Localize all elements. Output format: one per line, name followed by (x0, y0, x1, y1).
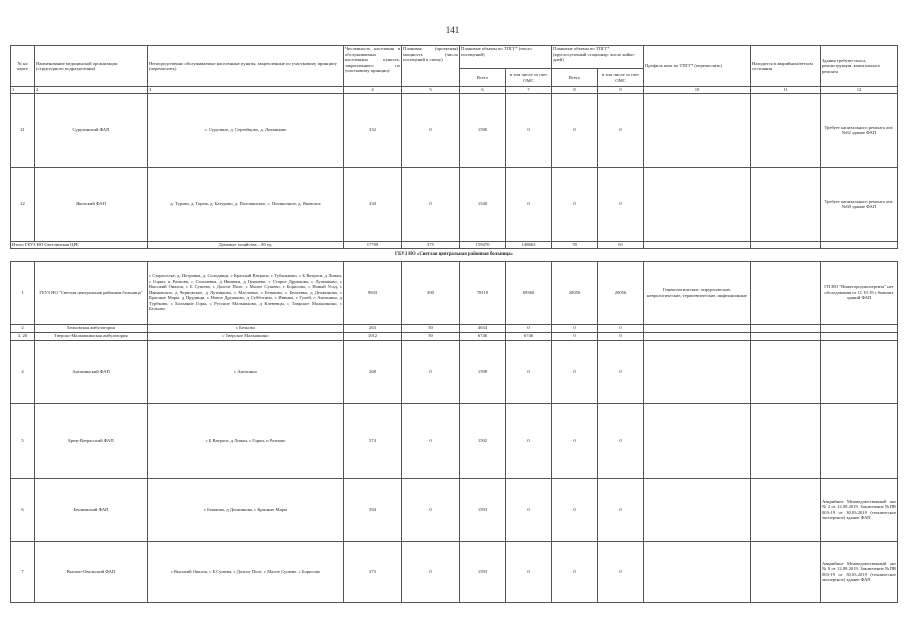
row-beds-oms: 0 (598, 541, 644, 602)
total-row (11, 241, 898, 248)
row-num: 4 (11, 340, 35, 403)
column-number: 1 (11, 87, 35, 94)
header-group-visits: Плановые объемы по ТПГГ* (число посещений) (460, 46, 552, 69)
row-settlements: с Антонино (148, 340, 344, 403)
table-row (11, 261, 898, 324)
row-profile (644, 340, 751, 403)
table-row (11, 167, 898, 241)
row-beds-total: 0 (552, 167, 598, 241)
row-emergency (751, 93, 821, 167)
row-repair (821, 332, 898, 340)
row-profile (644, 403, 751, 478)
row-visits-total: 1540 (460, 167, 506, 241)
section-row (11, 248, 898, 261)
row-visits-total: 1593 (460, 541, 506, 602)
row-visits-oms: 0 (506, 340, 552, 403)
row-repair (821, 403, 898, 478)
row-num: 22 (11, 167, 35, 241)
row-visits-oms: 0 (506, 403, 552, 478)
row-emergency (751, 332, 821, 340)
table-row (11, 324, 898, 332)
row-name: ГБУЗ НО "Светлая центральная районная больница" (35, 261, 148, 324)
row-population: 373 (344, 541, 402, 602)
table-row (11, 340, 898, 403)
row-visits-total: 78110 (460, 261, 506, 324)
table-row (11, 541, 898, 602)
header-beds-total: Всего (552, 69, 598, 87)
row-repair: Аварийное Межведомственный акт № 8 от 12.08.2019. Заключение №ПВ 003-19 от 30.03.2019 (техническое экспертное) здание ФАП (821, 541, 898, 602)
row-emergency (751, 167, 821, 241)
row-repair (821, 340, 898, 403)
row-settlements: с Б Ватраси, д Ломаи, с Горки, п Ратиово (148, 403, 344, 478)
row-settlements: д. Турово, д. Гореж, д. Батурово, д. Половинское, с. Починочное, д. Яковское (148, 167, 344, 241)
row-beds-oms: 0 (598, 478, 644, 541)
header-col-bed-profile: Профиль коек по ТПГГ* (перечислить) (644, 46, 751, 87)
row-population: 263 (344, 324, 402, 332)
row-settlements: с Тверское Малышкино (148, 332, 344, 340)
row-num: 1 (11, 261, 35, 324)
column-number: 8 (552, 87, 598, 94)
header-col-organization: Наименование медицинской организации (структурного подразделения) (35, 46, 148, 87)
row-name: Антонинский ФАП (35, 340, 148, 403)
row-name: Высоко-Овальский ФАП (35, 541, 148, 602)
column-number: 9 (598, 87, 644, 94)
total-capacity: 375 (402, 241, 460, 248)
table-row (11, 93, 898, 167)
row-repair: Аварийное Межведомственный акт № 2 от 12.08.2019. Заключение №ПВ 003-19 от 30.03.2019 (техническое экспертное) здание ФАП (821, 478, 898, 541)
row-beds-total: 20056 (552, 261, 598, 324)
page-number: 141 (445, 25, 460, 35)
row-population: 594 (344, 478, 402, 541)
row-name: Тверско-Малышкинская амбулатория (35, 332, 148, 340)
row-beds-oms: 0 (598, 403, 644, 478)
column-number: 5 (402, 87, 460, 94)
row-settlements: с Бешково, д Деожинова, с Красные Мары (148, 478, 344, 541)
header-row (11, 46, 898, 69)
header-beds-oms: в том числе за счет ОМС (598, 69, 644, 87)
row-capacity: 50 (402, 332, 460, 340)
total-beds-oms: 65 (598, 241, 644, 248)
total-beds: 78 (552, 241, 598, 248)
row-population: 9843 (344, 261, 402, 324)
row-num: 6 (11, 478, 35, 541)
table-row (11, 403, 898, 478)
row-population: 1012 (344, 332, 402, 340)
row-beds-total: 0 (552, 324, 598, 332)
row-visits-total: 4634 (460, 324, 506, 332)
header-col-capacity: Плановая (проектная) мощность (число посещений в смену) (402, 46, 460, 87)
row-settlements: с Высокий Овалок, с Б Сушева, с Долгое Поле, с Малое Сушево, с Борисово (148, 541, 344, 602)
row-visits-total: 1598 (460, 340, 506, 403)
row-name: Яковский ФАП (35, 167, 148, 241)
row-capacity: 50 (402, 324, 460, 332)
row-name: Бешковский ФАП (35, 478, 148, 541)
row-num: 3, 20 (11, 332, 35, 340)
row-visits-oms: 69560 (506, 261, 552, 324)
row-capacity: 0 (402, 167, 460, 241)
row-visits-total: 1592 (460, 403, 506, 478)
header-col-settlements: Непосредственно обслуживаемые населенные пункты, закрепленные по участковому принципу (перечислить) (148, 46, 344, 87)
column-number: 3 (148, 87, 344, 94)
row-visits-oms: 0 (506, 478, 552, 541)
row-settlements: с Бельово (148, 324, 344, 332)
row-num: 5 (11, 403, 35, 478)
total-empty (644, 241, 751, 248)
row-population: 330 (344, 167, 402, 241)
row-repair: Требует капитального ремонта лит.№62 здание ФАП (821, 93, 898, 167)
row-capacity: 300 (402, 261, 460, 324)
row-visits-oms: 0 (506, 541, 552, 602)
row-visits-oms: 0 (506, 324, 552, 332)
row-population: 268 (344, 340, 402, 403)
row-settlements: с Староселье, д. Петровка, д. Солодищи, с Красный Ватраси, с Тубаньково, с Б Ватраси, д Ломаи, с Горки, п Ратиово, с Солоневка, д Ивишки, д Грязнево, с Старое Дружково, с Лучинково, с Высокий Овалок, с Б Сушева, с Долгое Поле, с Малое Сушево, с Борисово, с Новый Усад, с Ивановское, д Черновское, д Лутинково, с Масловка, с Бешково, с Бельевка, д Деожинова, с Красные Мары, д Прудищи, с Новое Дружково, д Субботино, с Ивинка, с Гулей, с Антонино, д Турбково, с Больвние Горы, с Русские Малышково, д Клевевцы, с Таврское Малышкино, с Бельово (148, 261, 344, 324)
row-repair: Требует капитального ремонта лит.№68 здание ФАП (821, 167, 898, 241)
column-number: 11 (751, 87, 821, 94)
row-beds-oms: 0 (598, 340, 644, 403)
column-number: 6 (460, 87, 506, 94)
row-capacity: 0 (402, 403, 460, 478)
row-emergency (751, 324, 821, 332)
row-beds-oms: 0 (598, 167, 644, 241)
header-col-emergency: Находится в аварийном/ветхом состоянии (751, 46, 821, 87)
row-profile (644, 93, 751, 167)
header-group-beds: Плановые объемы по ТПГГ* (круглосуточный стационар, число койко-дней) (552, 46, 644, 69)
row-repair (821, 324, 898, 332)
row-num: 21 (11, 93, 35, 167)
row-emergency (751, 478, 821, 541)
row-name: Бельовская амбулатория (35, 324, 148, 332)
row-emergency (751, 403, 821, 478)
row-visits-total: 1593 (460, 478, 506, 541)
row-profile (644, 324, 751, 332)
row-beds-total: 0 (552, 340, 598, 403)
row-num: 7 (11, 541, 35, 602)
table-row (11, 332, 898, 340)
row-beds-total: 0 (552, 403, 598, 478)
column-number: 4 (344, 87, 402, 94)
row-visits-total: 6746 (460, 332, 506, 340)
column-number: 7 (506, 87, 552, 94)
header-col-map-number: № на карте (11, 46, 35, 87)
row-beds-total: 0 (552, 93, 598, 167)
row-profile: Гинекологические, хирургические, неврологические, терапевтические, инфекционные (644, 261, 751, 324)
row-beds-total: 0 (552, 332, 598, 340)
row-population: 332 (344, 93, 402, 167)
row-capacity: 0 (402, 478, 460, 541)
row-emergency (751, 340, 821, 403)
column-number: 2 (35, 87, 148, 94)
row-capacity: 0 (402, 541, 460, 602)
header-visits-total: Всего (460, 69, 506, 87)
row-num: 2 (11, 324, 35, 332)
row-population: 574 (344, 403, 402, 478)
total-empty (821, 241, 898, 248)
header-visits-oms: в том числе за счет ОМС (506, 69, 552, 87)
row-beds-total: 0 (552, 478, 598, 541)
row-visits-total: 1590 (460, 93, 506, 167)
row-emergency (751, 261, 821, 324)
row-capacity: 0 (402, 340, 460, 403)
row-profile (644, 167, 751, 241)
row-profile (644, 541, 751, 602)
column-number: 10 (644, 87, 751, 94)
column-number: 12 (821, 87, 898, 94)
row-beds-oms: 0 (598, 332, 644, 340)
row-visits-oms: 6746 (506, 332, 552, 340)
row-name: Сурулинский ФАП (35, 93, 148, 167)
row-beds-total: 0 (552, 541, 598, 602)
table-row (11, 478, 898, 541)
total-empty (751, 241, 821, 248)
total-households: Домовые хозяйства – 80 ед. (148, 241, 344, 248)
row-name: Бреж-Ватрасский ФАП (35, 403, 148, 478)
total-label: Итого ГБУЗ НО Светлинская ЦРБ (11, 241, 148, 248)
row-profile (644, 478, 751, 541)
row-settlements: с. Сурулино, д. Сертейцово, д. Литвиново (148, 93, 344, 167)
row-beds-oms: 0 (598, 93, 644, 167)
total-visits: 159470 (460, 241, 506, 248)
row-capacity: 0 (402, 93, 460, 167)
row-profile (644, 332, 751, 340)
total-visits-oms: 148863 (506, 241, 552, 248)
facilities-table (10, 45, 898, 603)
total-population: 17708 (344, 241, 402, 248)
row-visits-oms: 0 (506, 167, 552, 241)
row-repair: ГП НО "Нижегородэкспертиза" нет обследования от 11.10.19 г бывших зданий ФАП (821, 261, 898, 324)
row-visits-oms: 0 (506, 93, 552, 167)
row-beds-oms: 20056 (598, 261, 644, 324)
row-beds-oms: 0 (598, 324, 644, 332)
header-col-repair: Здания требуют сноса, реконструкции, капитального ремонта (821, 46, 898, 87)
section-title: ГБУЗ НО «Светлая центральная районная больница» (11, 248, 898, 261)
header-col-population: Численность населения в обслуживаемых населенных пунктах, закрепленного по участковому принципу (344, 46, 402, 87)
row-emergency (751, 541, 821, 602)
